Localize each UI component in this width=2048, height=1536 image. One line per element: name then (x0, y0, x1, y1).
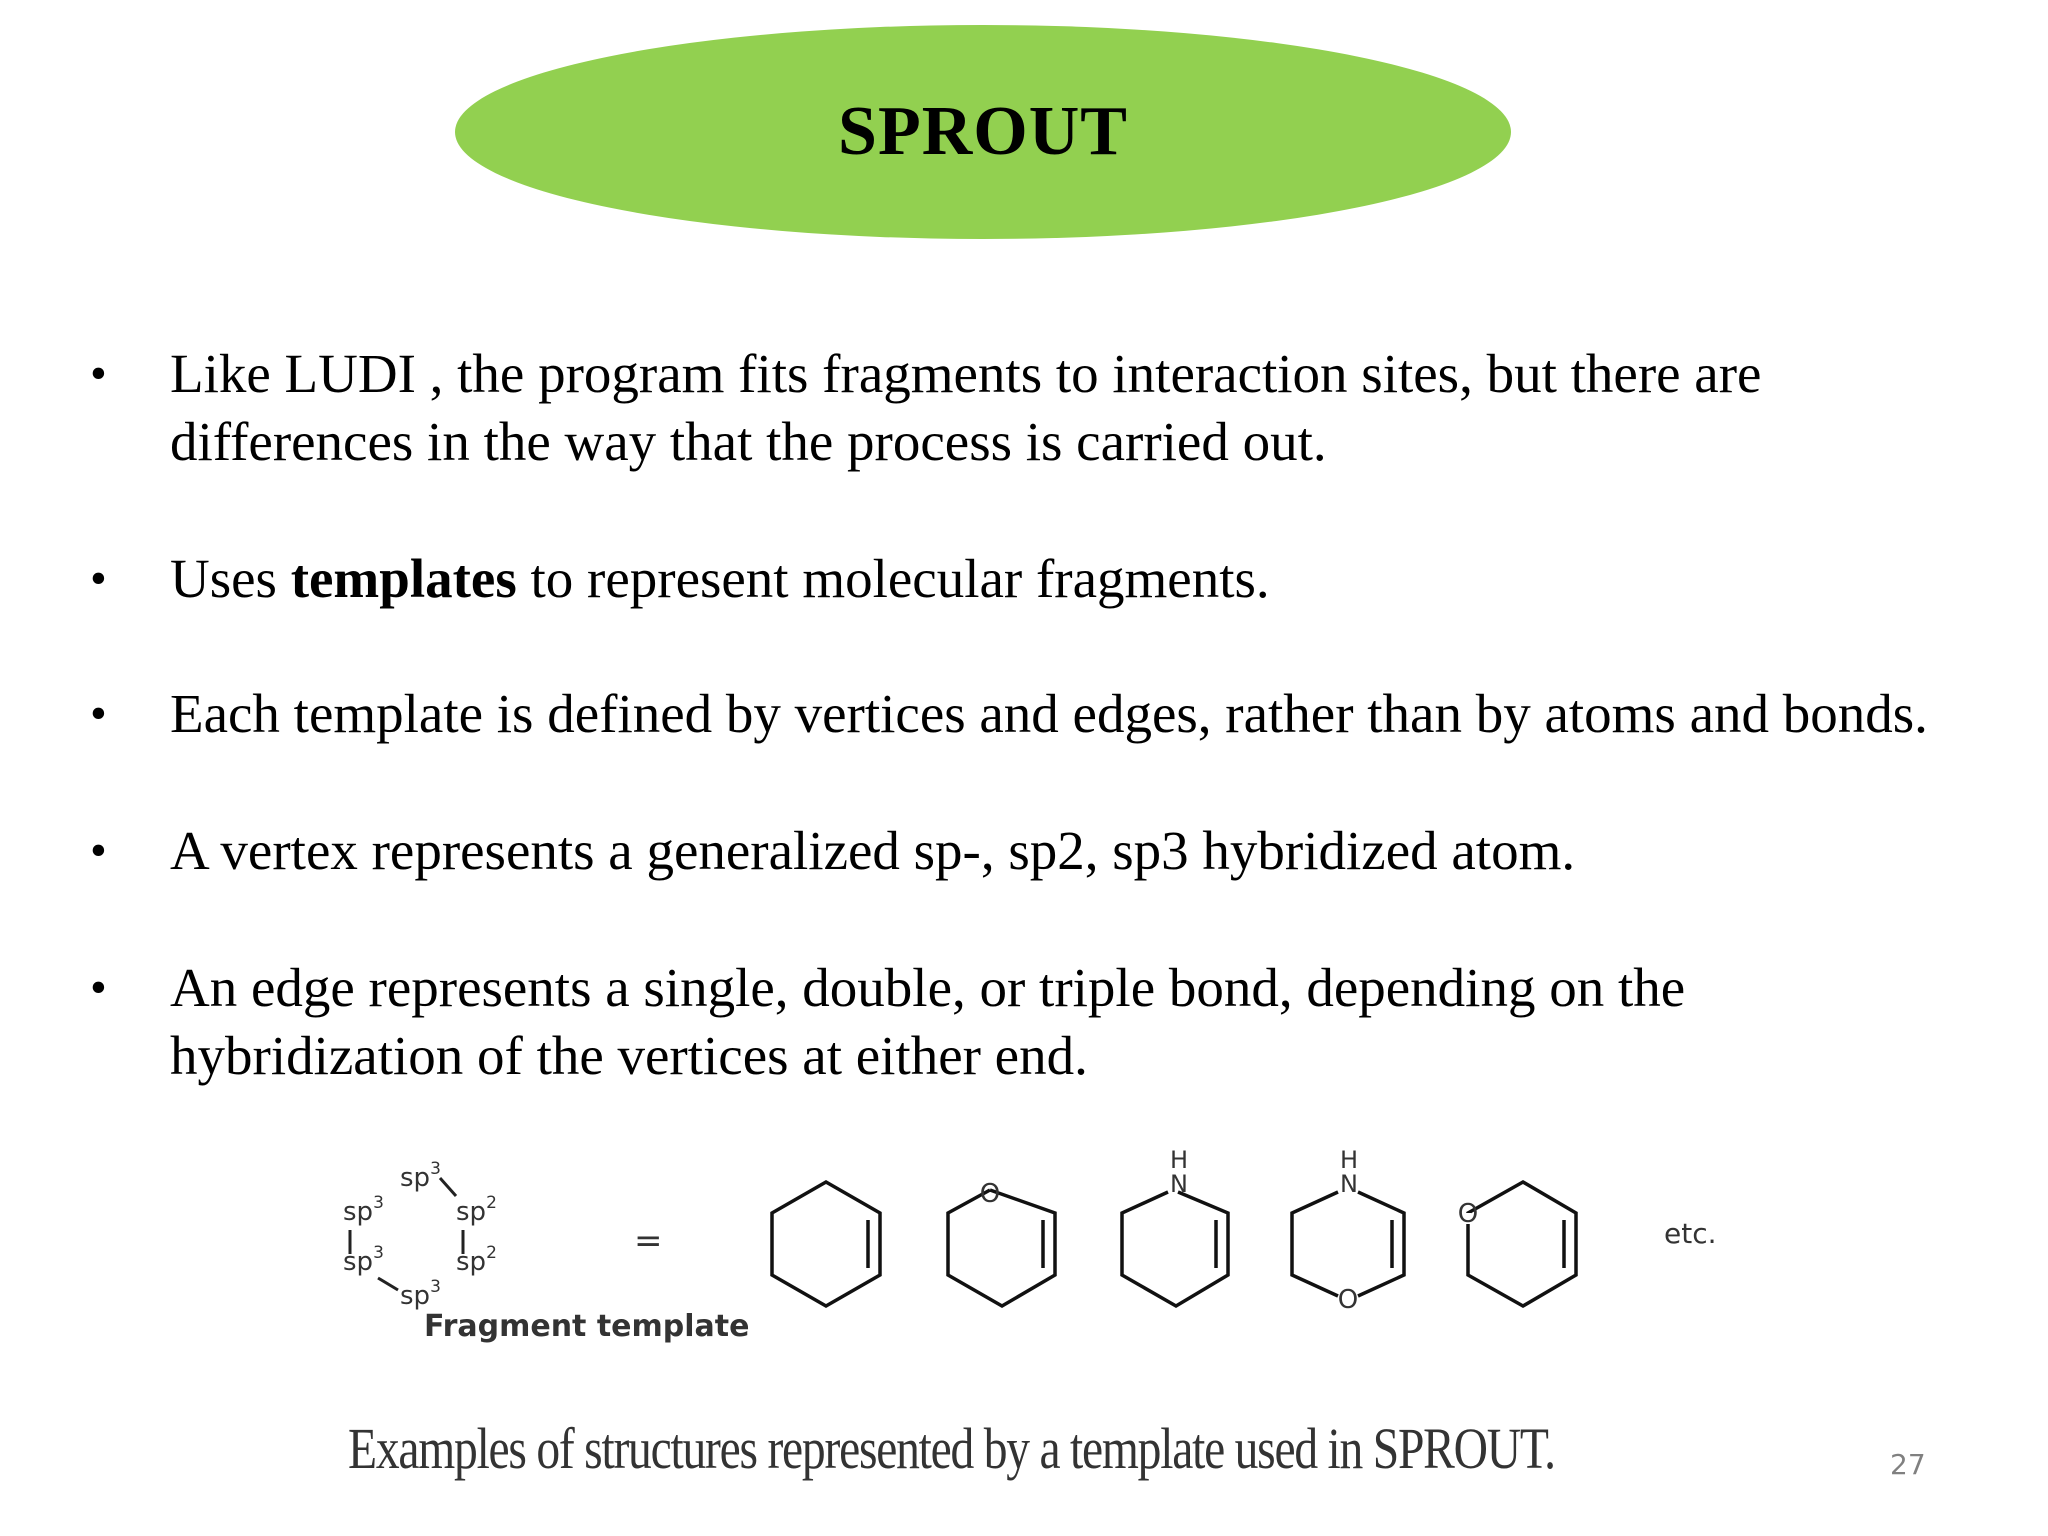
atom-oxygen: O (1457, 1199, 1479, 1229)
fragment-template-label: Fragment template (424, 1309, 750, 1344)
bullet-text: to represent molecular fragments. (516, 548, 1270, 609)
slide-number: 27 (1890, 1448, 1926, 1481)
molecule-dihydropyran-isomer (1468, 1182, 1576, 1306)
molecule-oxazine (1292, 1192, 1404, 1296)
bullet-dot: • (90, 961, 107, 1014)
bullet-dot: • (90, 347, 107, 400)
template-label-bottom: $sp^3$ (400, 1277, 441, 1311)
bullet-dot: • (90, 824, 107, 877)
bullet-bold-term: templates (290, 548, 517, 609)
slide-title: SPROUT (838, 93, 1128, 170)
equals-sign: = (634, 1221, 663, 1261)
atom-hydrogen: H (1169, 1146, 1189, 1174)
template-label-lower-right: $sp^2$ (456, 1243, 497, 1277)
atom-oxygen: O (979, 1179, 1001, 1209)
template-label-lower-left: $sp^3$ (343, 1243, 384, 1277)
etc-label: etc. (1664, 1217, 1717, 1250)
template-label-upper-left: $sp^3$ (343, 1193, 384, 1227)
atom-nitrogen: N (1170, 1170, 1188, 1198)
bullet-text: Each template is defined by vertices and edges, rather than by atoms and bonds. (170, 683, 1928, 744)
molecule-tetrahydropyridine (1122, 1192, 1228, 1306)
bullet-text: An edge represents a single, double, or triple bond, depending on the hybridization of the vertices at either end. (170, 957, 1686, 1086)
atom-hydrogen: H (1339, 1146, 1359, 1174)
template-label-upper-right: $sp^2$ (456, 1193, 497, 1227)
structures-diagram (0, 1120, 2048, 1420)
title-banner (455, 25, 1511, 239)
atom-nitrogen: N (1340, 1170, 1358, 1198)
bullet-text: Like LUDI , the program fits fragments to interaction sites, but there are differences in the way that the process is carried out. (170, 343, 1762, 472)
bullet-text: Uses (170, 548, 291, 609)
molecule-dihydropyran (948, 1190, 1055, 1306)
bullet-dot: • (90, 687, 107, 740)
molecule-cyclohexene (772, 1182, 880, 1306)
template-label-top: $sp^3$ (400, 1159, 441, 1193)
bullet-dot: • (90, 552, 107, 605)
figure-caption: Examples of structures represented by a template used in SPROUT. (348, 1416, 1555, 1481)
atom-oxygen: O (1337, 1285, 1359, 1315)
bullet-text: A vertex represents a generalized sp-, sp2, sp3 hybridized atom. (170, 820, 1576, 881)
